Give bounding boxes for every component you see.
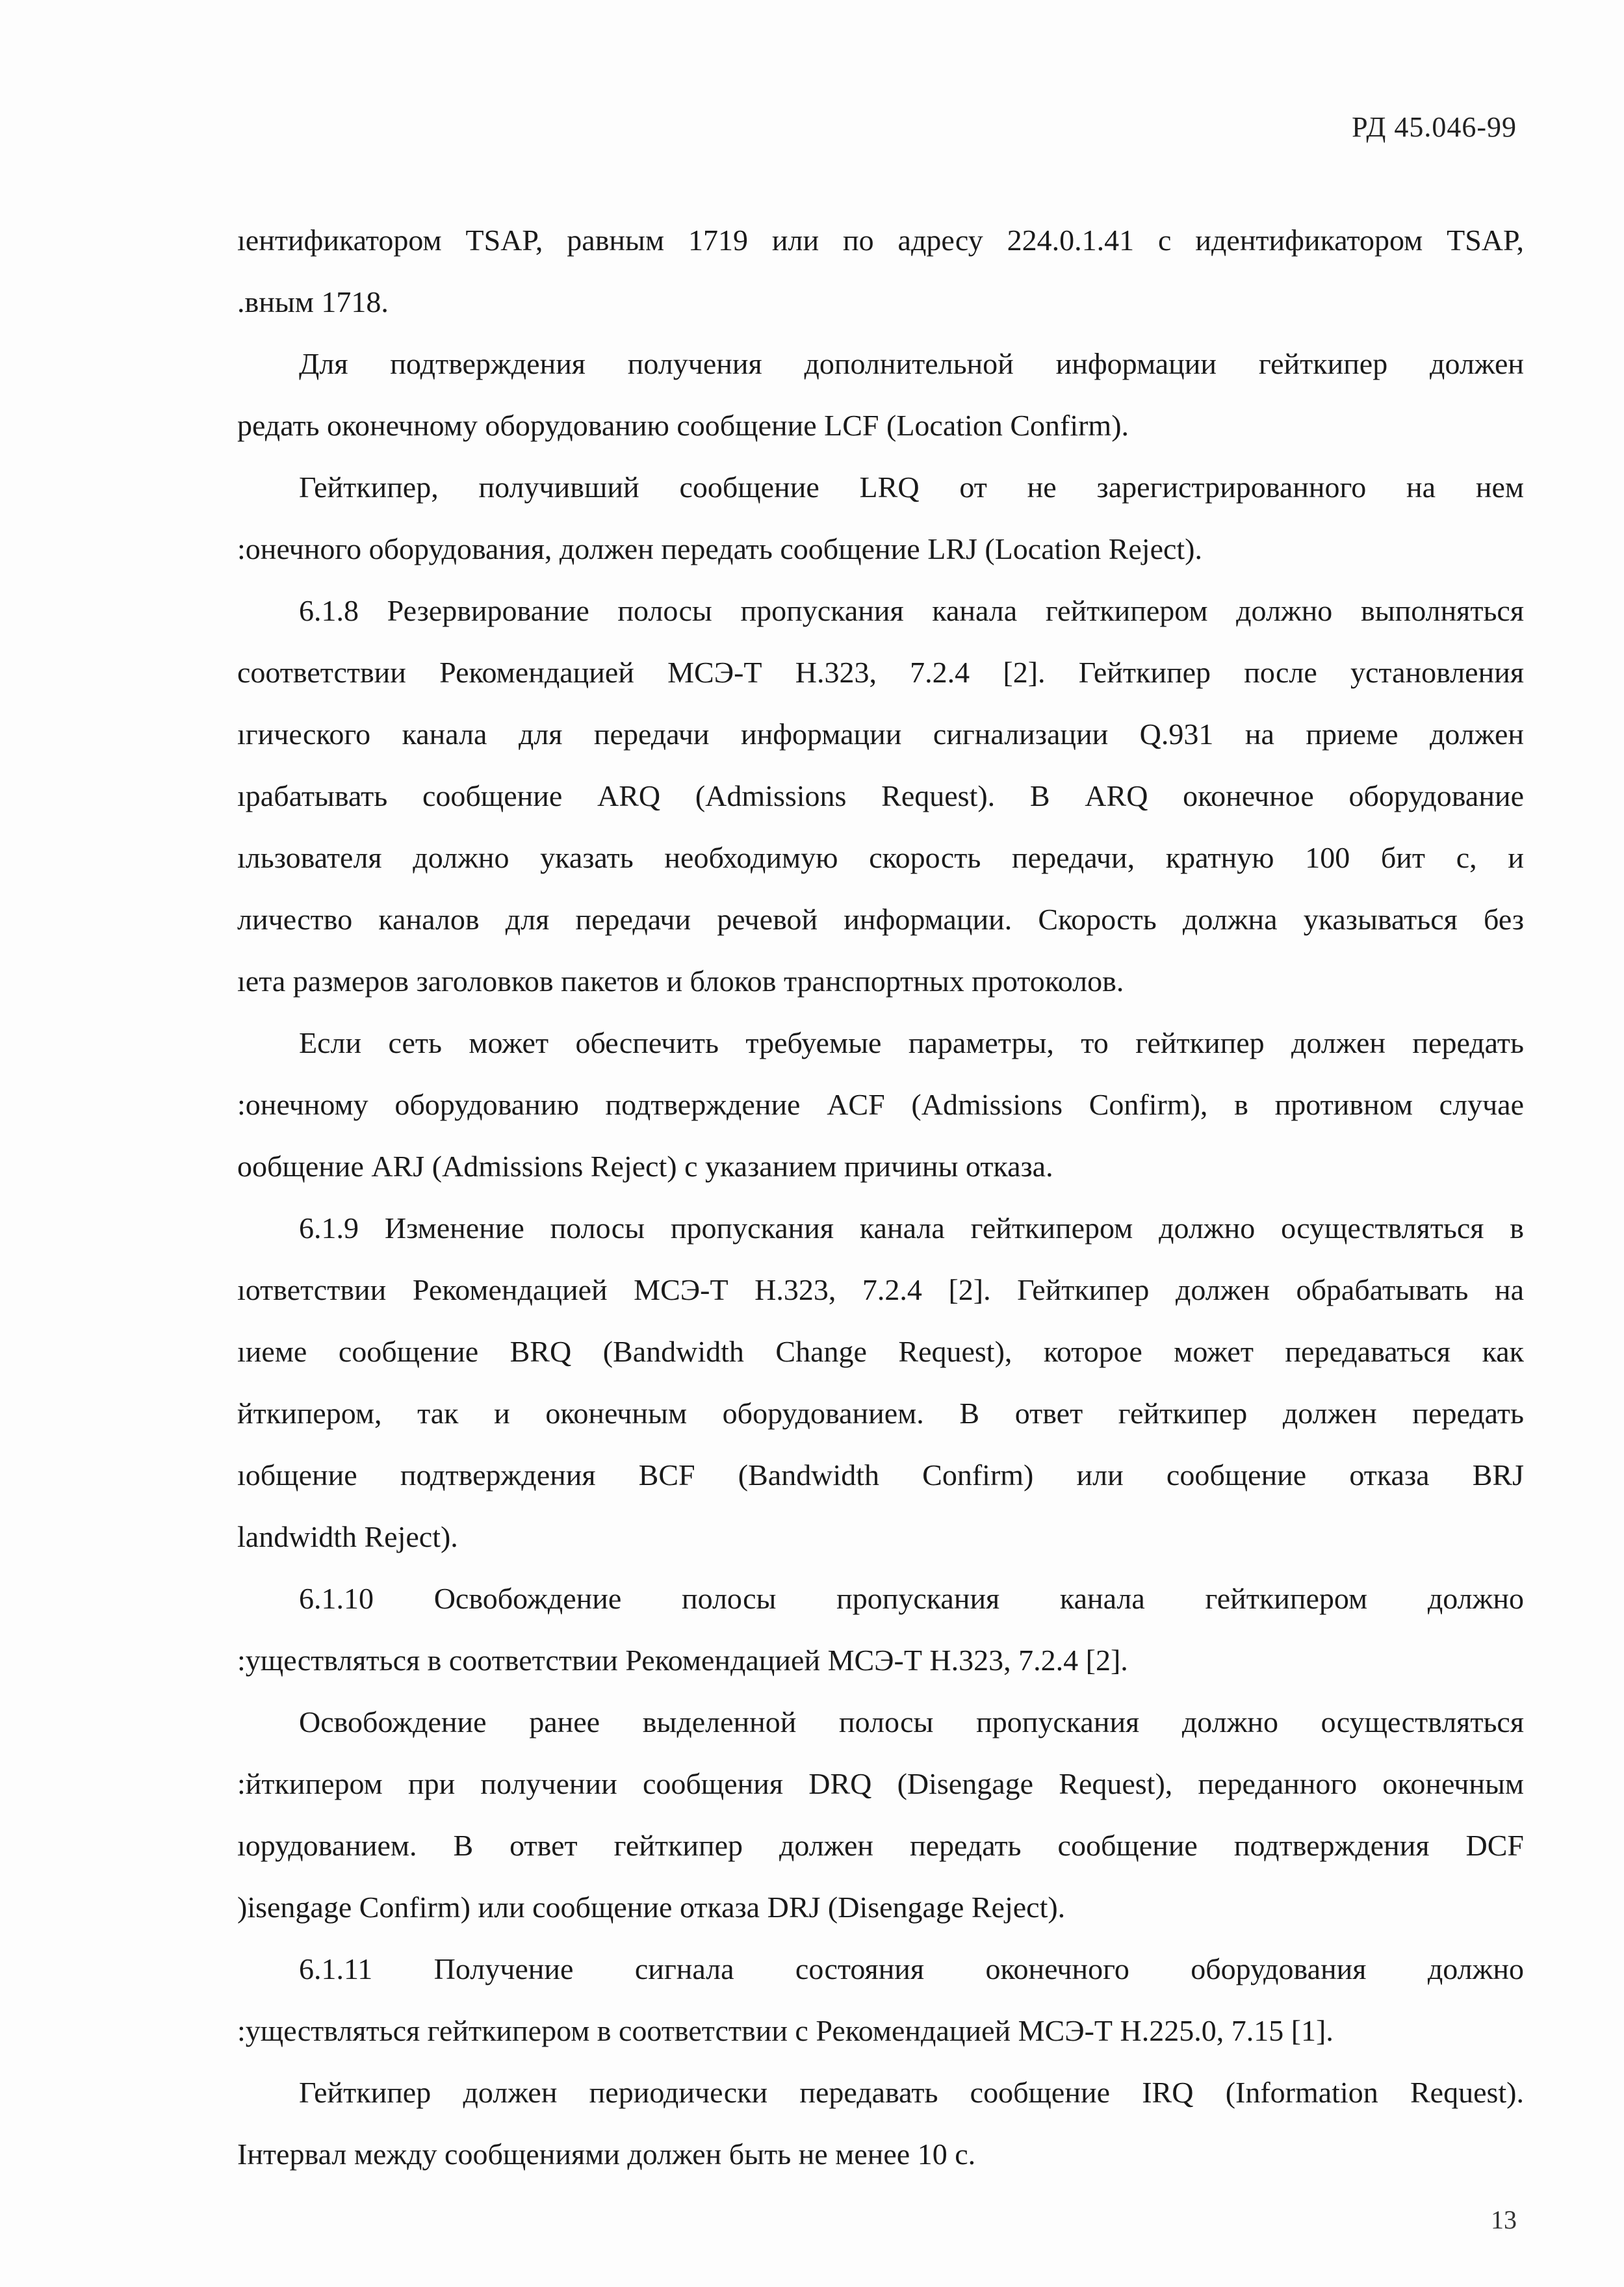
text-line: ıответствии Рекомендацией МСЭ-Т Н.323, 7.2.4 [2]. Гейткипер должен обрабатывать на xyxy=(237,1273,1524,1306)
text-line: ıгического канала для передачи информации сигнализации Q.931 на приеме должен xyxy=(237,717,1524,751)
text-line: ıобщение подтверждения BCF (Bandwidth Confirm) или сообщение отказа BRJ xyxy=(237,1458,1524,1492)
text-line: ıета размеров заголовков пакетов и блоков транспортных протоколов. xyxy=(237,964,1124,998)
page-number: 13 xyxy=(1491,2205,1517,2234)
text-line: ıорудованием. В ответ гейткипер должен передать сообщение подтверждения DCF xyxy=(237,1829,1524,1862)
text-line: ıиеме сообщение BRQ (Bandwidth Change Request), которое может передаваться как xyxy=(237,1335,1524,1368)
text-line: Для подтверждения получения дополнительной информации гейткипер должен xyxy=(299,347,1524,380)
text-line: йткипером, так и оконечным оборудованием. В ответ гейткипер должен передать xyxy=(237,1397,1524,1430)
text-line: 6.1.10 Освобождение полосы пропускания канала гейткипером должно xyxy=(299,1582,1524,1615)
text-line: Если сеть может обеспечить требуемые параметры, то гейткипер должен передать xyxy=(299,1026,1524,1059)
text-line: 6.1.8 Резервирование полосы пропускания канала гейткипером должно выполняться xyxy=(299,594,1524,627)
text-line: :онечному оборудованию подтверждение ACF (Admissions Confirm), в противном случае xyxy=(237,1088,1524,1121)
text-line: )isengage Confirm) или сообщение отказа DRJ (Disengage Reject). xyxy=(237,1891,1066,1924)
text-line: ıльзователя должно указать необходимую скорость передачи, кратную 100 бит с, и xyxy=(237,841,1524,874)
text-line: Освобождение ранее выделенной полосы пропускания должно осуществляться xyxy=(299,1705,1524,1738)
text-line: 6.1.11 Получение сигнала состояния оконечного оборудования должно xyxy=(299,1952,1524,1985)
text-line: Інтервал между сообщениями должен быть не менее 10 с. xyxy=(237,2138,976,2171)
text-line: Гейткипер, получивший сообщение LRQ от не зарегистрированного на нем xyxy=(299,471,1524,504)
text-line: редать оконечному оборудованию сообщение LCF (Location Confirm). xyxy=(237,409,1129,442)
text-line: соответствии Рекомендацией МСЭ-Т Н.323, 7.2.4 [2]. Гейткипер после установления xyxy=(237,656,1524,689)
text-line: :онечного оборудования, должен передать сообщение LRJ (Location Reject). xyxy=(237,532,1203,565)
document-body xyxy=(237,209,1524,2185)
text-line: 6.1.9 Изменение полосы пропускания канала гейткипером должно осуществляться в xyxy=(299,1211,1524,1245)
text-line: landwidth Reject). xyxy=(237,1520,458,1553)
document-code: РД 45.046-99 xyxy=(1352,111,1517,143)
text-line: ıрабатывать сообщение ARQ (Admissions Request). В ARQ оконечное оборудование xyxy=(237,779,1524,812)
text-line: ıентификатором TSAP, равным 1719 или по адресу 224.0.1.41 с идентификатором TSAP, xyxy=(237,224,1524,257)
text-line: :уществляться гейткипером в соответствии с Рекомендацией МСЭ-Т Н.225.0, 7.15 [1]. xyxy=(237,2014,1334,2047)
text-line: :уществляться в соответствии Рекомендацией МСЭ-Т Н.323, 7.2.4 [2]. xyxy=(237,1644,1128,1677)
text-line: личество каналов для передачи речевой информации. Скорость должна указываться без xyxy=(237,903,1524,936)
text-line: ообщение ARJ (Admissions Reject) с указанием причины отказа. xyxy=(237,1150,1053,1183)
text-line: Гейткипер должен периодически передавать сообщение IRQ (Information Request). xyxy=(299,2076,1524,2109)
text-line: .вным 1718. xyxy=(237,285,389,318)
text-line: :йткипером при получении сообщения DRQ (Disengage Request), переданного оконечным xyxy=(237,1767,1524,1800)
